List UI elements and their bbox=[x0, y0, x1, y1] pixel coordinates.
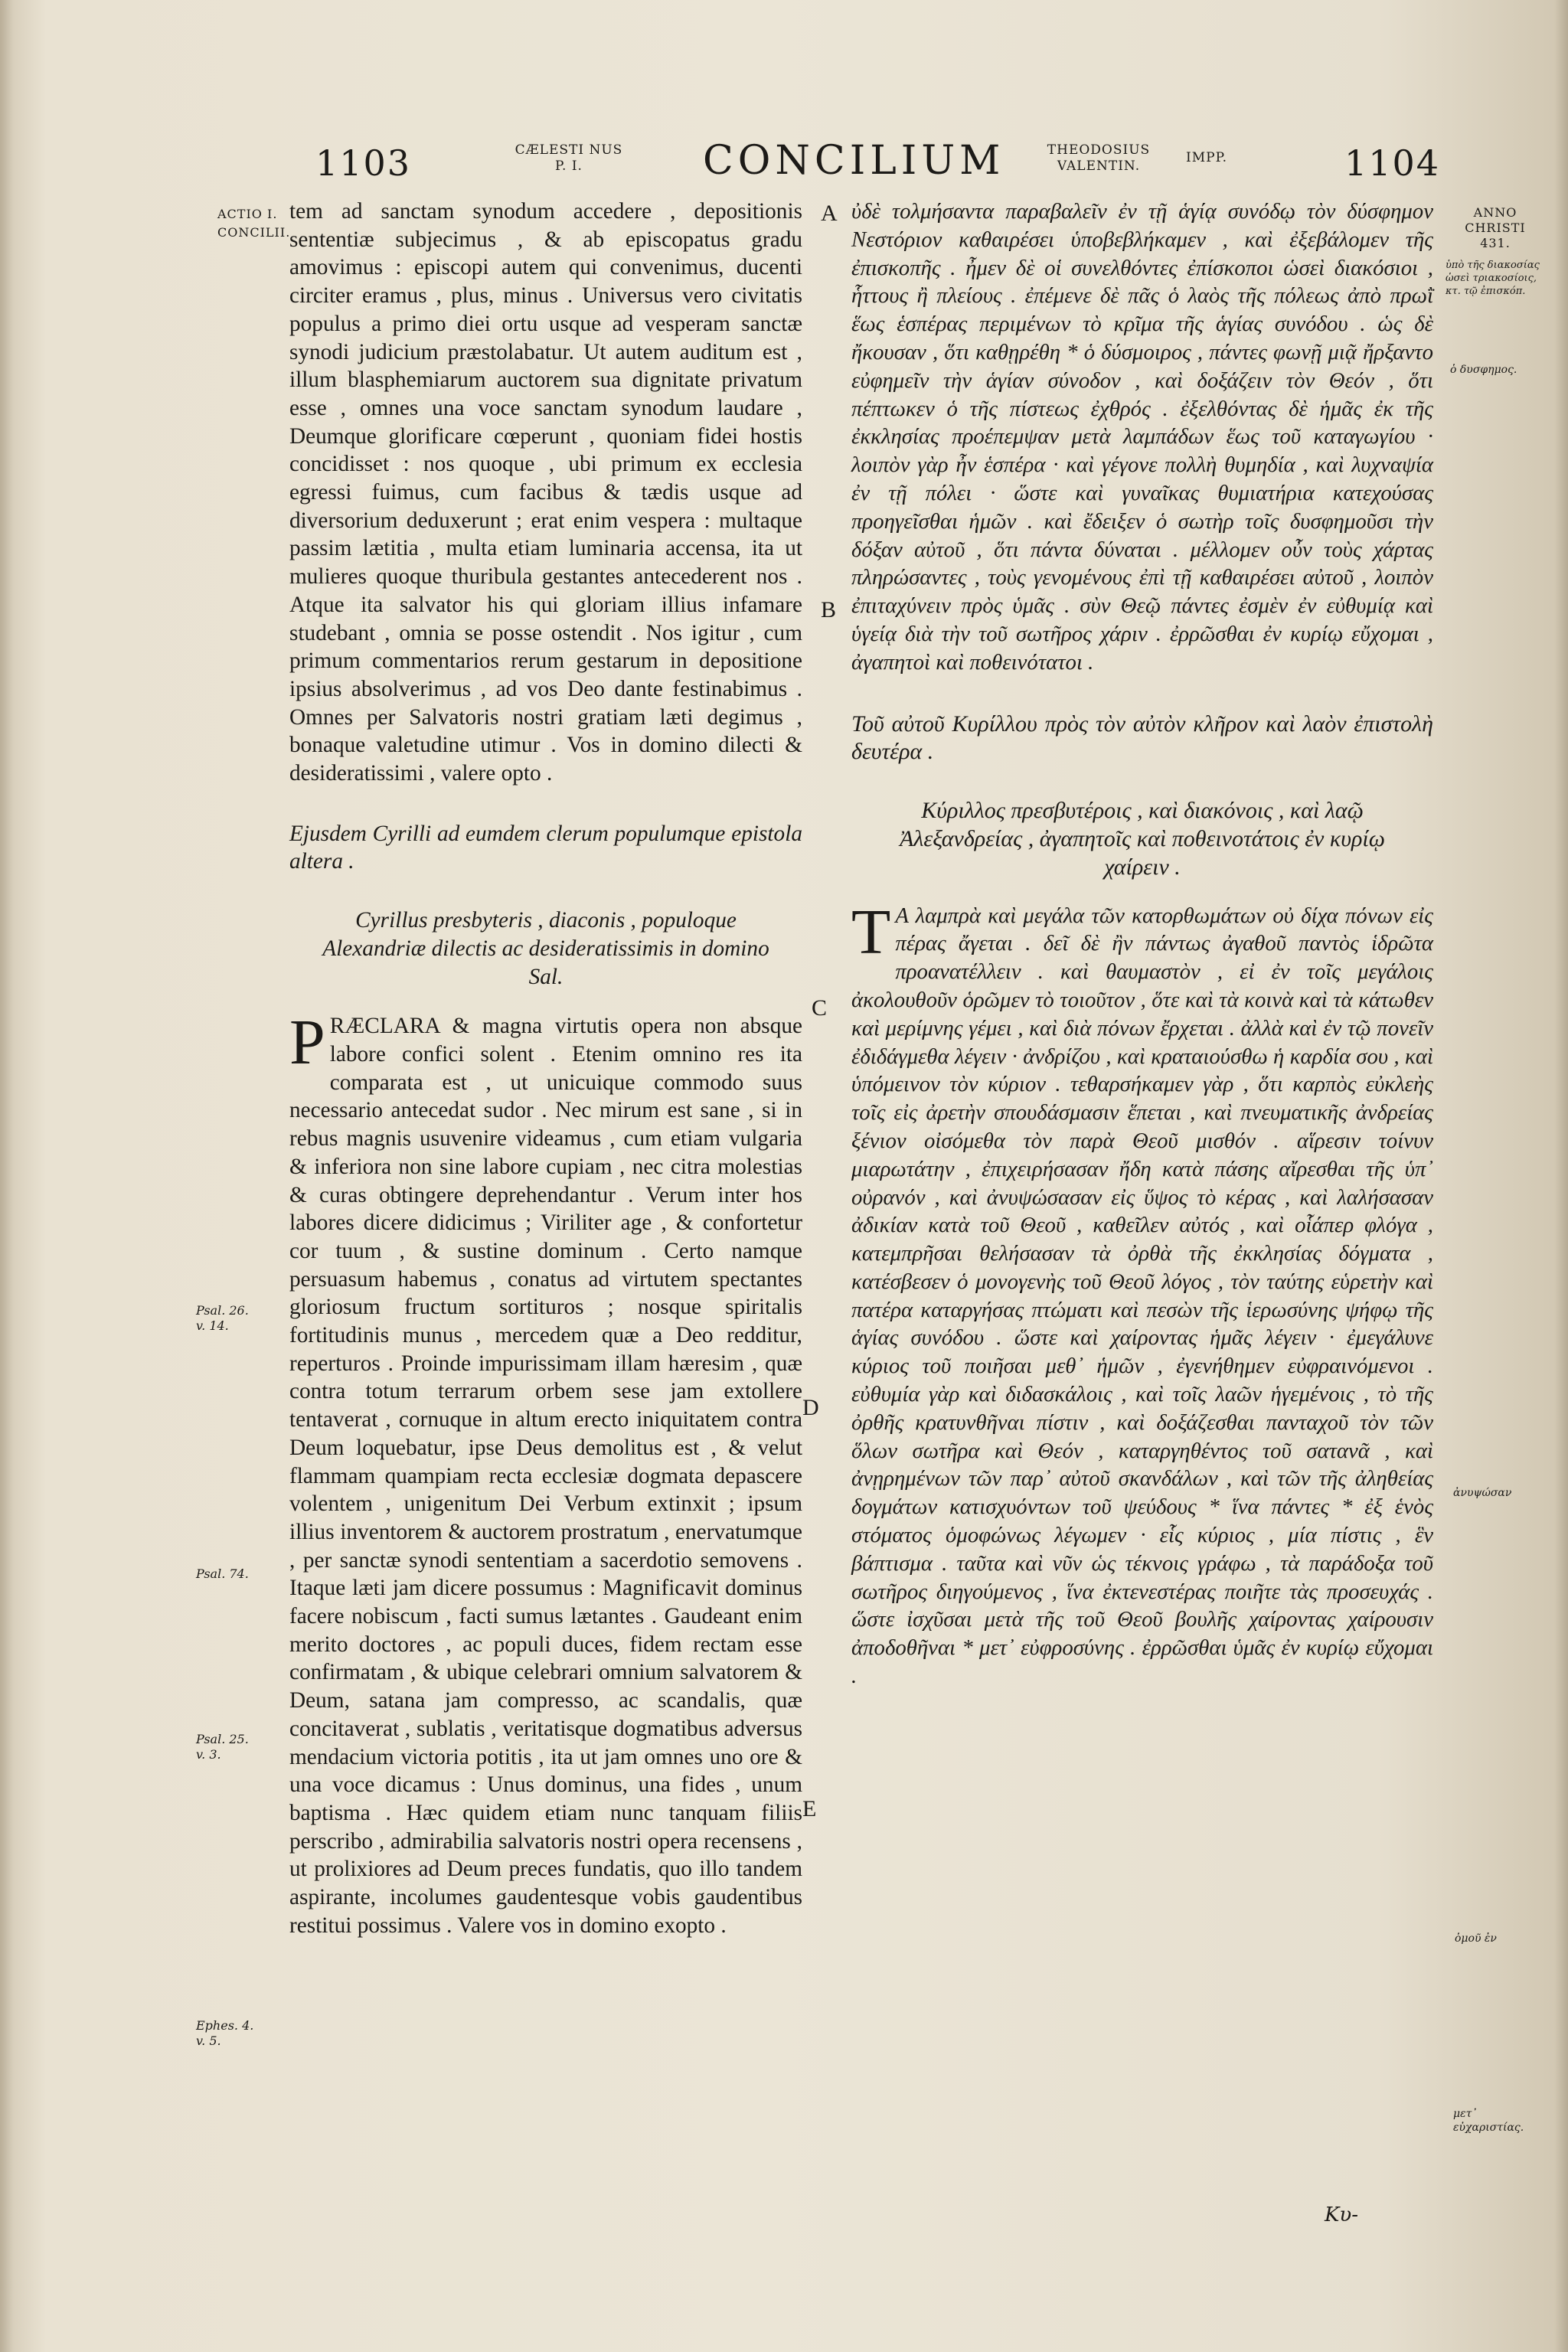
margin-ref-psal-25: Psal. 25. v. 3. bbox=[196, 1732, 249, 1762]
greek-column bbox=[851, 198, 1433, 1690]
margin-note-5: μετ᾽ εὐχαριστίας. bbox=[1453, 2108, 1524, 2134]
margin-note-3: ἀνυψώσαν bbox=[1453, 1487, 1512, 1499]
running-head-impp: IMPP. bbox=[1186, 150, 1227, 165]
margin-anno-christi: ANNO CHRISTI 431. bbox=[1465, 205, 1526, 250]
page-title: CONCILIUM bbox=[703, 138, 1005, 184]
running-head-right: THEODOSIUS VALENTIN. bbox=[1047, 142, 1151, 174]
latin-paragraph-1: tem ad sanctam synodum accedere , depositionis sententiæ subjecimus , & ab episcopatus gradu amovimus : episcopi autem qui convenimus, ducenti circiter eramus , plus, minus . Universus vero civitatis populus a primo diei ortu usque ad vesperam sanctæ synodi judicium præstolabatur. Ut autem auditum est , illum blasphemiarum auctorem sua dignitate privatum esse , omnes una voce sanctam synodum laudare , Deumque glorificare cœperunt , quoniam fidei hostis concidisset : nos quoque , ubi primum ex ecclesia egressi fuimus, cum facibus & tædis usque ad diversorium deduxerunt ; erat enim vespera : multaque passim lætitia , multa etiam luminaria accensa, ita ut mulieres quoque thuribula gestantes antecederent nos . Atque ita salvator his qui gloriam illius infamare studebant , omnia se posse ostendit . Nos igitur , cum primum commentarios rerum gestarum in depositione ipsius absolverimus , ad vos Deo dante festinabimus . Omnes per Salvatoris nostri gratiam læti degimus , bonaque valetudine utimur . Vos in domino dilecti & desideratissimi , valere opto . bbox=[289, 199, 802, 786]
greek-salutation: Κύριλλος πρεσβυτέροις , καὶ διακόνοις , καὶ λαῷ Ἀλεξανδρείας , ἀγαπητοῖς καὶ ποθεινοτάτοις ἐν κυρίῳ χαίρειν . bbox=[900, 798, 1385, 880]
margin-note-4: ὁμοῦ ἐν bbox=[1455, 1932, 1497, 1945]
page-number-left: 1103 bbox=[315, 142, 412, 184]
greek-letter-heading: Τοῦ αὐτοῦ Κυρίλλου πρὸς τὸν αὐτὸν κλῆρον καὶ λαὸν ἐπιστολὴ δευτέρα . bbox=[851, 710, 1433, 765]
margin-ref-ephes-4: Ephes. 4. v. 5. bbox=[196, 2018, 254, 2048]
margin-ref-psal-26: Psal. 26. v. 14. bbox=[196, 1303, 249, 1333]
greek-paragraph-2: Τ Α λαμπρὰ καὶ μεγάλα τῶν κατορθωμάτων οὐ δίχα πόνων εἰς πέρας ἄγεται . δεῖ δὲ ἢν πάντως ἀγαθοῦ παντὸς ἱδρῶτα προανατέλλειν . καὶ θαυμαστὸν , εἰ ἐν τοῖς μεγάλοις ἀκολουθοῦν ὁρῶμεν τὸ τοιοῦτον , ὅτε καὶ τὰ κοινὰ καὶ τὰ κάτωθεν καὶ μερίμνης γέμει , καὶ διὰ πόνων ἔρχεται . ἀλλὰ καὶ ἐν τῷ πονεῖν ἐδιδάγμεθα λέγειν · ἀνδρίζου , καὶ κραταιούσθω ἡ καρδία σου , καὶ ὑπόμεινον τὸν κύριον . τεθαρσήκαμεν γὰρ , ὅτι καρπὸς εὐκλεὴς τοῖς εἰς ἀρετὴν σπουδάσμασιν ἕπεται , καὶ πνευματικῆς ἀνδρείας ξένιον οἰσόμεθα τὸν παρὰ Θεοῦ μισθόν . αἵρεσιν τοίνυν μιαρωτάτην , ἐπιχειρήσασαν ἤδη κατὰ πάσης αἴρεσθαι τῆς ὑπ᾽ οὐρανόν , καὶ ἀνυψώσασαν εἰς ὕψος τὸ κέρας , καὶ λαλήσασαν ἀδικίαν κατὰ τοῦ Θεοῦ , καθεῖλεν αὐτός , καὶ οἷάπερ φλόγα , κατεμπρῆσαι θελήσασαν τὰ ὀρθὰ τῆς ἐκκλησίας δόγματα , κατέσβεσεν ὁ μονογενὴς τοῦ Θεοῦ λόγος , τὸν ταύτης εὑρετὴν καὶ πατέρα καταργήσας πτώματι καὶ πεσὼν τῆς ἱερωσύνης ψήφῳ τῆς ἁγίας συνόδου . ὥστε καὶ χαίροντας ἡμᾶς λέγειν · ἐμεγάλυνε κύριος τοῦ ποιῆσαι μεθ᾽ ἡμῶν , ἐγενήθημεν εὐφραινόμενοι . εὐθυμία γὰρ καὶ διδασκάλοις , καὶ τοῖς λαῶν ἡγεμένοις , τὸ τῆς ὀρθῆς κρατυνθῆναι πίστιν , καὶ δοξάζεσθαι πανταχοῦ τὸν τῶν ὅλων σωτῆρα καὶ Θεόν , καταργηθέντος τοῦ σατανᾶ , καὶ ἀνῃρημένων τῶν παρ᾽ αὐτοῦ σκανδάλων , καὶ τῶν τῆς ἀληθείας δογμάτων κατισχυόντων τοῦ ψεύδους * ἵνα πάντες * ἐξ ἑνὸς στόματος ὁμοφώνως λέγωμεν · εἷς κύριος , μία πίστις , ἓν βάπτισμα . ταῦτα καὶ νῦν ὡς τέκνοις γράφω , τὰ παράδοξα τοῦ σωτῆρος διηγούμενος , ἵνα ἐκτενεστέρας ποιῆτε τὰς προσευχάς . ὥστε ἰσχῦσαι μετὰ τῆς τοῦ Θεοῦ βουλῆς χαίροντας χαίρουσιν ἀποδοθῆναι * μετ᾽ εὐφροσύνης . ἐρρῶσθαι ὑμᾶς ἐν κυρίῳ εὔχομαι . bbox=[851, 896, 1433, 1689]
section-letter-b: B bbox=[821, 597, 837, 622]
section-letter-a: A bbox=[821, 201, 838, 226]
latin-paragraph-2: PRÆCLARA & magna virtutis opera non absque labore confici solent . Etenim omnino res ita comparata est , ut unicuique commodo suus necessario antecedat sudor . Nec mirum est sane , si in rebus magnis usuvenire videamus , cum etiam vulgaria & inferiora non sine labore cupiam , nec citra molestias & curas obtingere deprehendantur . Verum inter hos labores dicere didicimus ; Viriliter age , & confortetur cor tuum , & sustine dominum . Certo namque persuasum habemus , conatus ad virtutem spectantes gloriosum fructum sortituros ; nosque spiritalis fortitudinis munus , mercedem quæ a Deo redditur, reperturos . Proinde impurissimam illam hæresim , quæ contra totum terrarum orbem sese jam extollere tentaverat , cornuque in altum erecto iniquitatem contra Deum loquebatur, ipse Deus demolitus est , & velut flammam quampiam recta ecclesiæ dogmata depascere volentem , unigenitum Dei Verbum extinxit ; ipsum illius inventorem & auctorem prostratum , enervatumque , per sanctæ synodi sententiam a sacerdotio semovens . Itaque læti jam dicere possumus : Magnificavit dominus facere nobiscum , facti sumus lætantes . Gaudeant enim merito doctores , ac populi duces, fidem rectam esse confirmatam , & ubique celebrari omnium salvatorem & Deum, satana jam compresso, ac scandalis, quæ concitaverat , sublatis , veritatisque dogmatibus adversus mendacium victoria potitis , ita ut jam omnes uno ore & una voce dicamus : Unus dominus, una fides , unum baptisma . Hæc quidem etiam nunc tanquam filiis perscribo , admirabilia salvatoris nostri opera recensens , ut prolixiores ad Deum preces fundatis, quo illo tandem aspirante, incolumes gaudentesque vobis gaudentibus restitui possimus . Valere vos in domino exopto . bbox=[289, 1007, 802, 1938]
running-head-left: CÆLESTI NUS P. I. bbox=[514, 142, 623, 174]
section-letter-c: C bbox=[812, 995, 828, 1021]
margin-note-1: ὑπὸ τῆς διακοσίας ὡσεὶ τριακοσίοις, κτ. τῷ ἐπισκόπ. bbox=[1446, 260, 1540, 297]
latin-dropcap: P bbox=[289, 1007, 325, 1079]
margin-ref-psal-74: Psal. 74. bbox=[196, 1566, 249, 1581]
margin-note-2: ὁ δυσφημος. bbox=[1450, 364, 1517, 376]
latin-salutation: Cyrillus presbyteris , diaconis , populoque Alexandriæ dilectis ac desideratissimis in domino Sal. bbox=[322, 908, 769, 989]
latin-column bbox=[289, 198, 802, 1939]
page-number-right: 1104 bbox=[1344, 142, 1441, 184]
section-letter-d: D bbox=[802, 1395, 819, 1420]
greek-paragraph-1: ὐδὲ τολμήσαντα παραβαλεῖν ἐν τῇ ἁγίᾳ συνόδῳ τὸν δύσφημον Νεστόριον καθαιρέσει ὑποβεβλήκαμεν , καὶ ἐξεβάλομεν τῆς ἐπισκοπῆς . ἦμεν δὲ οἱ συνελθόντες ἐπίσκοποι ὡσεὶ διακόσιοι , ἧττους ἢ πλείους . ἐπέμενε δὲ πᾶς ὁ λαὸς τῆς πόλεως ἀπὸ πρωῒ ἕως ἑσπέρας περιμένων τὸ κρῖμα τῆς ἁγίας συνόδου . ὡς δὲ ἤκουσαν , ὅτι καθῃρέθη * ὁ δύσμοιρος , πάντες φωνῇ μιᾷ ἤρξαντο εὐφημεῖν τὴν ἁγίαν σύνοδον , καὶ δοξάζειν τὸν Θεόν , ὅτι πέπτωκεν ὁ τῆς πίστεως ἐχθρός . ἐξελθόντας δὲ ἡμᾶς ἐκ τῆς ἐκκλησίας προέπεμψαν μετὰ λαμπάδων ἕως τοῦ καταγωγίου · λοιπὸν γὰρ ἦν ἑσπέρα · καὶ γέγονε πολλὴ θυμηδία , καὶ λυχναψία ἐν τῇ πόλει · ὥστε καὶ γυναῖκας θυμιατήρια κατεχούσας προηγεῖσθαι ἡμῶν . καὶ ἔδειξεν ὁ σωτὴρ τοῖς δυσφημοῦσι τὴν δόξαν αὐτοῦ , ὅτι πάντα δύναται . μέλλομεν οὖν τοὺς χάρτας πληρώσαντες , τοὺς γενομένους ἐπὶ τῇ καθαιρέσει αὐτοῦ , λοιπὸν ἐπιταχύνειν πρὸς ὑμᾶς . σὺν Θεῷ πάντες ἐσμὲν ἐν εὐθυμίᾳ καὶ ὑγείᾳ διὰ τὴν τοῦ σωτῆρος χάριν . ἐρρῶσθαι ἐν κυρίῳ εὔχομαι , ἀγαπητοὶ καὶ ποθεινότατοι . bbox=[851, 199, 1433, 675]
catchword: Κυ- bbox=[1325, 2203, 1359, 2226]
section-letter-e: E bbox=[802, 1796, 817, 1821]
running-head bbox=[0, 135, 1568, 196]
latin-letter-heading: Ejusdem Cyrilli ad eumdem clerum populumque epistola altera . bbox=[289, 821, 802, 874]
margin-concilii: CONCILII. bbox=[217, 225, 291, 240]
margin-actio: ACTIO I. bbox=[217, 207, 278, 221]
greek-dropcap: Τ bbox=[851, 896, 891, 968]
